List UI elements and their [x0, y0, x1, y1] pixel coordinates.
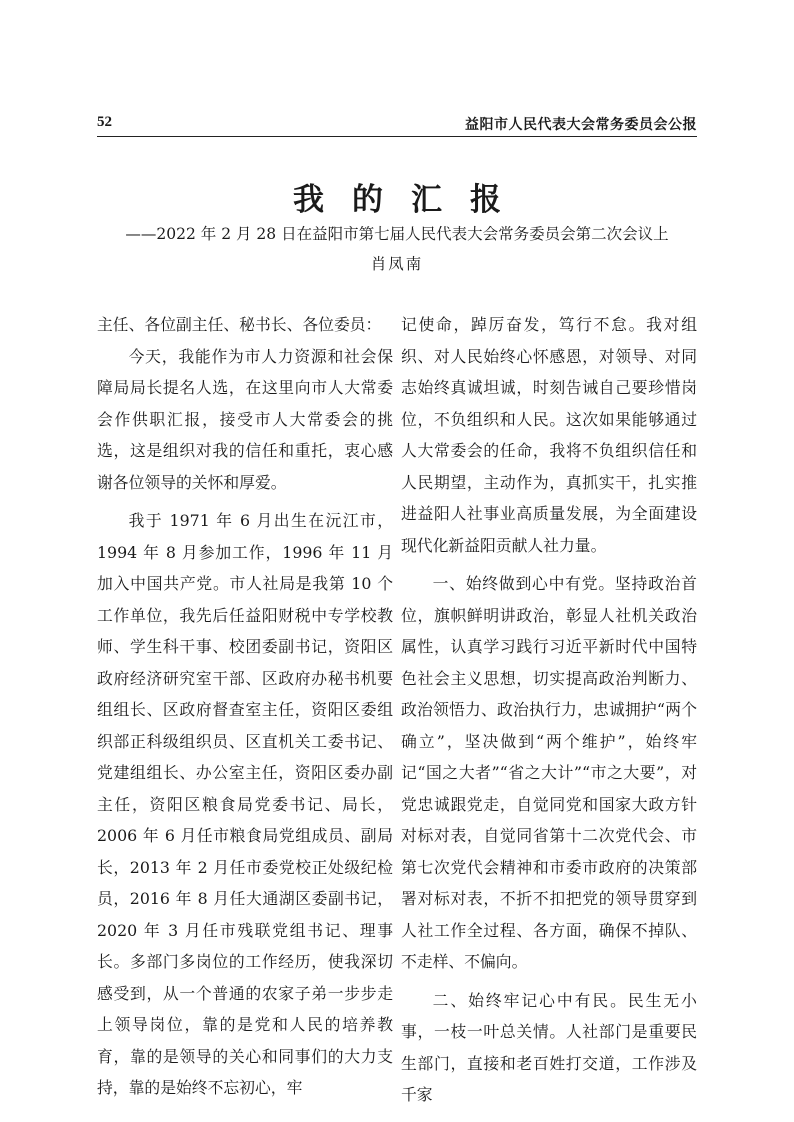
page-number: 52 — [97, 114, 112, 130]
article-author: 肖凤南 — [370, 255, 424, 273]
section-heading: 一、始终做到心中有党。 — [432, 574, 615, 593]
section-text: 民生无小事，一枝一叶总关情。人社部门是重要民生部门，直接和老百姓打交道，工作涉及千家 — [401, 990, 697, 1104]
article-subtitle: ——2022 年 2 月 28 日在益阳市第七届人民代表大会常务委员会第二次会议上 — [125, 225, 669, 243]
section-heading: 二、始终牢记心中有民。 — [432, 990, 628, 1010]
article-title: 我的汇报 — [293, 182, 529, 218]
salutation: 主任、各位副主任、秘书长、各位委员： — [97, 315, 382, 334]
paragraph-continued: 记使命，踔厉奋发，笃行不怠。我对组织、对人民始终心怀感恩，对领导、对同志始终真诚坦诚，时刻告诫自己要珍惜岗位，不负组织和人民。这次如果能够通过人大常委会的任命，我将不负组织信任和人民期望，主动作为，真抓实干，扎实推进益阳人社事业高质量发展，为全面建设现代化新益阳贡献人社力量。 — [401, 315, 697, 555]
paragraph: 今天，我能作为市人力资源和社会保障局局长提名人选，在这里向市人大常委会作供职汇报，接受市人大常委会的挑选，这是组织对我的信任和重托，衷心感谢各位领导的关怀和厚爱。 — [97, 346, 393, 492]
section-text: 坚持政治首位，旗帜鲜明讲政治，彰显人社机关政治属性，认真学习践行习近平新时代中国特色社会主义思想，切实提高政治判断力、政治领悟力、政治执行力，忠诚拥护“两个确立”，坚决做到“两个维护”，始终牢记“国之大者”“省之大计”“市之大要”，对党忠诚跟党走，自觉同党和国家大政方针对标对表，自觉同省第十二次党代会、市第七次党代会精神和市委市政府的决策部署对标对表，不折不扣把党的领导贯穿到人社工作全过程、各方面，确保不掉队、不走样、不偏向。 — [401, 574, 697, 971]
paragraph: 我于 1971 年 6 月出生在沅江市，1994 年 8 月参加工作，1996 年 11 月加入中国共产党。市人社局是我第 10 个工作单位，我先后任益阳财税中专学校教师、学生科干事、校团委副书记，资阳区政府经济研究室干部、区政府办秘书机要组组长、区政府督查室主任，资阳区委组织部正科级组织员、区直机关工委书记、党建组组长、办公室主任，资阳区委办副主任，资阳区粮食局党委书记、局长，2006 年 6 月任市粮食局党组成员、副局长，2013 年 2 月任市委党校正处级纪检员，2016 年 8 月任大通湖区委副书记，2020 年 3 月任市残联党组书记、理事长。多部门多岗位的工作经历，使我深切感受到，从一个普通的农家子弟一步步走上领导岗位，靠的是党和人民的培养教育，靠的是领导的关心和同事们的大力支持，靠的是始终不忘初心，牢 — [97, 511, 393, 1097]
left-column — [97, 309, 393, 1104]
section-one — [401, 568, 697, 978]
page-header — [97, 112, 697, 136]
right-column — [401, 309, 697, 1111]
journal-title: 益阳市人民代表大会常务委员会公报 — [465, 117, 697, 133]
header-rule — [97, 136, 697, 137]
section-two — [401, 985, 697, 1111]
